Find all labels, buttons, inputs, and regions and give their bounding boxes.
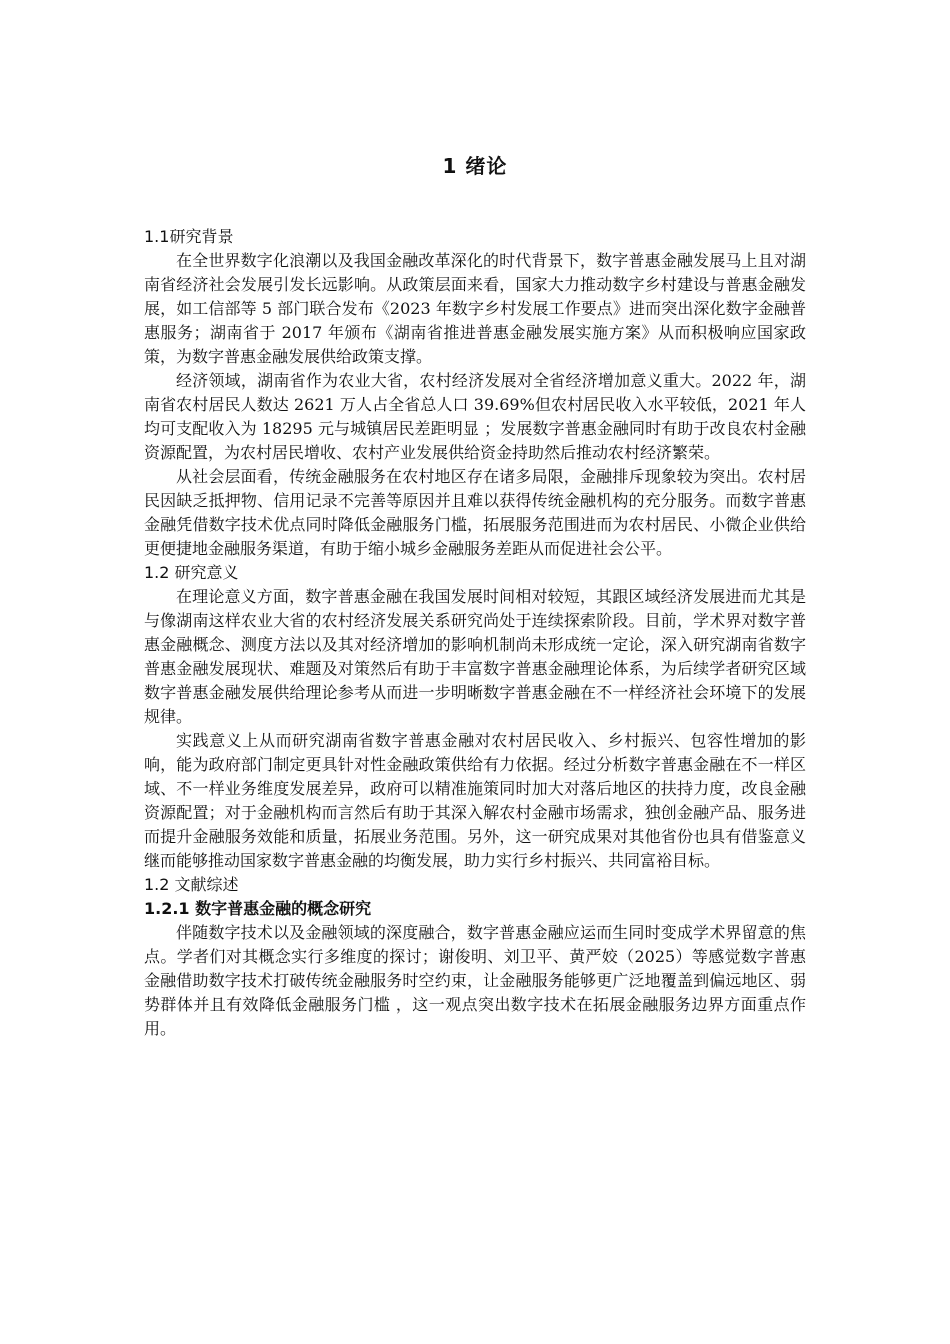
document-body xyxy=(144,150,806,1041)
section-heading-research-background: 1.1研究背景 xyxy=(144,227,234,246)
paragraph: 伴随数字技术以及金融领域的深度融合，数字普惠金融应运而生同时变成学术界留意的焦点。学者们对其概念实行多维度的探讨；谢俊明、刘卫平、黄严姣（2025）等感觉数字普惠金融借助数字技术打破传统金融服务时空约束，让金融服务能够更广泛地覆盖到偏远地区、弱势群体并且有效降低金融服务门槛 ，这一观点突出数字技术在拓展金融服务边界方面重点作用。 xyxy=(144,923,806,1038)
paragraph: 实践意义上从而研究湖南省数字普惠金融对农村居民收入、乡村振兴、包容性增加的影响，能为政府部门制定更具针对性金融政策供给有力依据。经过分析数字普惠金融在不一样区域、不一样业务维度发展差异，政府可以精准施策同时加大对落后地区的扶持力度，改良金融资源配置；对于金融机构而言然后有助于其深入解农村金融市场需求，独创金融产品、服务进而提升金融服务效能和质量，拓展业务范围。另外，这一研究成果对其他省份也具有借鉴意义继而能够推动国家数字普惠金融的均衡发展，助力实行乡村振兴、共同富裕目标。 xyxy=(144,731,806,870)
paragraph: 经济领域，湖南省作为农业大省，农村经济发展对全省经济增加意义重大。2022 年，湖南省农村居民人数达 2621 万人占全省总人口 39.69%但农村居民收入水平较低，2021 年人均可支配收入为 18295 元与城镇居民差距明显 ；发展数字普惠金融同时有助于改良农村金融资源配置，为农村居民增收、农村产业发展供给资金持助然后推动农村经济繁荣。 xyxy=(144,371,806,462)
chapter-title: 1 绪论 xyxy=(442,154,508,178)
section-heading-literature-review: 1.2 文献综述 xyxy=(144,875,239,894)
section-heading-research-significance: 1.2 研究意义 xyxy=(144,563,239,582)
subsection-heading-concept-research: 1.2.1 数字普惠金融的概念研究 xyxy=(144,899,372,918)
paragraph: 在全世界数字化浪潮以及我国金融改革深化的时代背景下，数字普惠金融发展马上且对湖南省经济社会发展引发长远影响。从政策层面来看，国家大力推动数字乡村建设与普惠金融发展，如工信部等 5 部门联合发布《2023 年数字乡村发展工作要点》进而突出深化数字金融普惠服务；湖南省于 2017 年颁布《湖南省推进普惠金融发展实施方案》从而积极响应国家政策，为数字普惠金融发展供给政策支撑。 xyxy=(144,251,806,366)
paragraph: 从社会层面看，传统金融服务在农村地区存在诸多局限，金融排斥现象较为突出。农村居民因缺乏抵押物、信用记录不完善等原因并且难以获得传统金融机构的充分服务。而数字普惠金融凭借数字技术优点同时降低金融服务门槛，拓展服务范围进而为农村居民、小微企业供给更便捷地金融服务渠道，有助于缩小城乡金融服务差距从而促进社会公平。 xyxy=(144,467,806,558)
paragraph: 在理论意义方面，数字普惠金融在我国发展时间相对较短，其跟区域经济发展进而尤其是与像湖南这样农业大省的农村经济发展关系研究尚处于连续探索阶段。目前，学术界对数字普惠金融概念、测度方法以及其对经济增加的影响机制尚未形成统一定论，深入研究湖南省数字普惠金融发展现状、难题及对策然后有助于丰富数字普惠金融理论体系，为后续学者研究区域数字普惠金融发展供给理论参考从而进一步明晰数字普惠金融在不一样经济社会环境下的发展规律。 xyxy=(144,587,806,726)
